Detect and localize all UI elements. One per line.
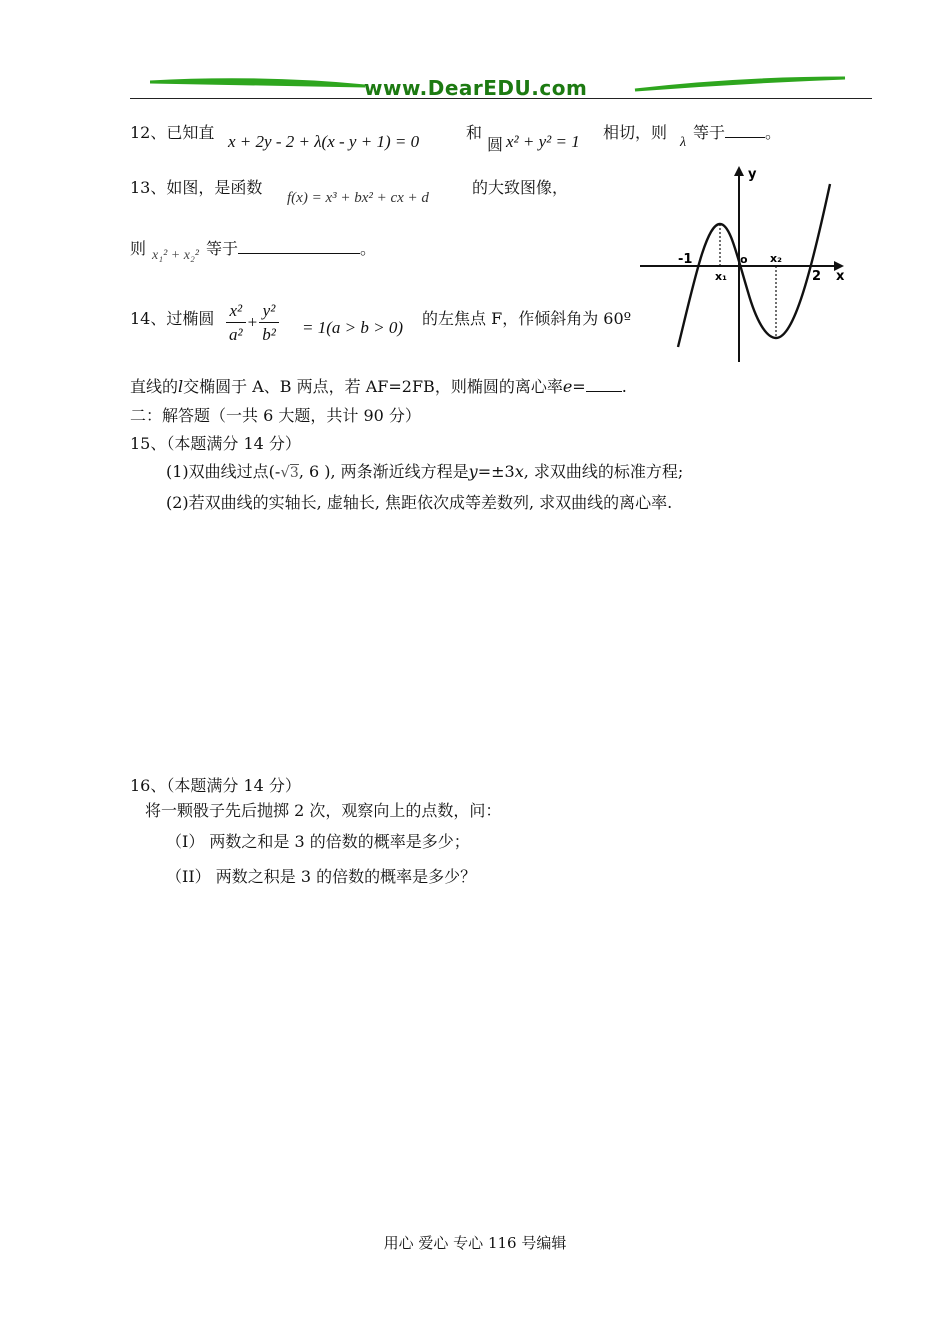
graph-tick-2: 2 [812, 269, 822, 284]
q14-frac1-num: x² [226, 300, 246, 323]
section-2-title: 二：解答题（一共 6 大题，共计 90 分） [130, 406, 421, 425]
graph-x-label: x [836, 269, 845, 284]
q14-answer-blank[interactable] [586, 377, 622, 392]
q14-line2: 直线的l交椭圆于 A、B 两点，若 AF=2FB，则椭圆的离心率e= . [130, 377, 627, 396]
q12-circle-prefix: 圆 [487, 135, 504, 154]
q12-ask: 等于 。 [693, 123, 782, 142]
question-12 [130, 120, 214, 143]
graph-tick-x2: x₂ [770, 252, 782, 265]
q13-line2-prefix: 则 [130, 239, 147, 258]
graph-tick-origin: o [740, 253, 748, 266]
q15-title: 15、（本题满分 14 分） [130, 434, 301, 453]
cubic-function-graph [636, 162, 848, 368]
q13-function: f(x) = x³ + bx² + cx + d [287, 190, 429, 206]
q12-number: 12、已知直 [130, 123, 215, 142]
q14-number: 14、过椭圆 [130, 309, 215, 328]
q16-intro: 将一颗骰子先后抛掷 2 次，观察向上的点数，问： [145, 801, 502, 820]
q14-condition: = 1(a > b > 0) [302, 318, 403, 337]
graph-tick-x1: x₁ [715, 270, 727, 283]
q14-frac1-den: a² [229, 325, 243, 344]
q15-part1: (1)双曲线过点(-√3, 6 ), 两条渐近线方程是y=±3x, 求双曲线的标准方程; [166, 462, 684, 481]
q15-part2: (2)若双曲线的实轴长, 虚轴长, 焦距依次成等差数列, 求双曲线的离心率. [166, 493, 673, 512]
q16-part1: （I） 两数之和是 3 的倍数的概率是多少； [166, 832, 470, 851]
q14-frac2-den: b² [262, 325, 276, 344]
q12-answer-blank[interactable] [725, 123, 765, 138]
q13-expression: x₁² + x₂² [152, 248, 200, 263]
q12-lambda: λ [680, 135, 687, 150]
q13-answer-blank[interactable] [238, 239, 360, 254]
header-site-name: www.DearEDU.com [364, 76, 588, 100]
graph-y-label: y [748, 167, 757, 182]
page-footer: 用心 爱心 专心 116 号编辑 [383, 1234, 567, 1252]
q12-circle-equation: x² + y² = 1 [506, 132, 580, 151]
q12-tangent-text: 相切，则 [603, 123, 668, 142]
q16-part2: （II） 两数之积是 3 的倍数的概率是多少？ [166, 867, 477, 886]
header-rule [130, 98, 872, 99]
q16-title: 16、（本题满分 14 分） [130, 776, 301, 795]
q12-line-equation: x + 2y - 2 + λ(x - y + 1) = 0 [228, 132, 420, 151]
sqrt-symbol: √ [280, 463, 290, 481]
q12-and: 和 [466, 123, 483, 142]
q13-ask: 等于 。 [206, 239, 377, 258]
q13-number: 13、如图，是函数 [130, 178, 263, 197]
graph-tick-neg1: -1 [678, 252, 693, 267]
q14-frac2-num: y² [259, 300, 279, 323]
graph-y-arrow [734, 166, 744, 176]
q13-description: 的大致图像， [472, 178, 569, 197]
q14-ellipse-equation: $\frac{\text{x²}}{\text{a²}}$ + $\frac{\text{y²}}{\text{b²}}$ [224, 300, 281, 347]
q14-text: 的左焦点 F，作倾斜角为 60º [422, 309, 632, 328]
